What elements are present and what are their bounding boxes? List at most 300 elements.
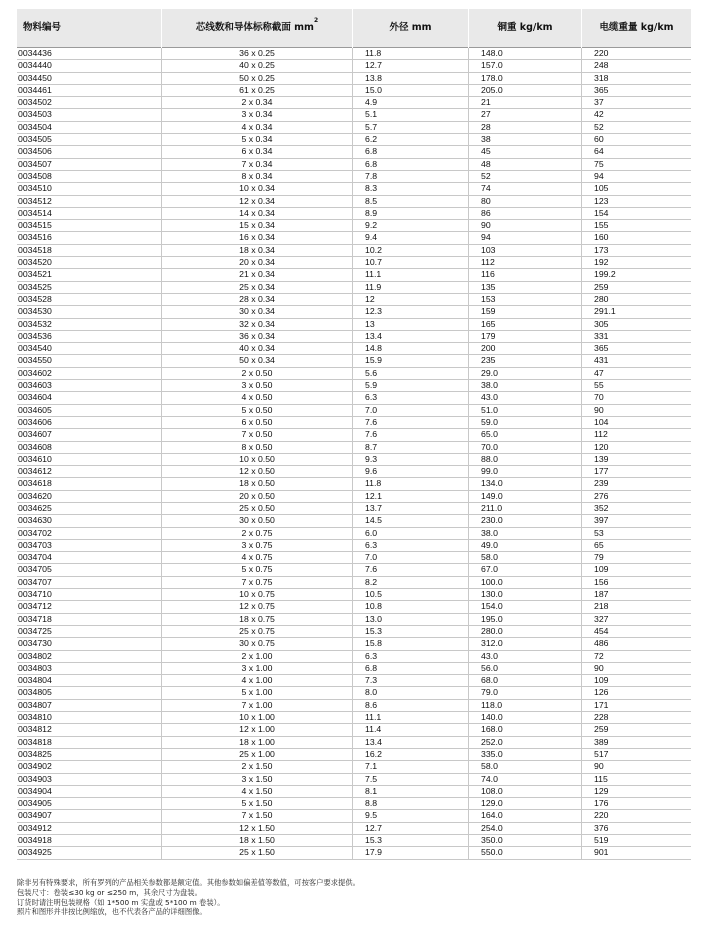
cell-copper-weight: 195.0 xyxy=(469,613,582,625)
cell-outer-diameter: 11.1 xyxy=(353,269,469,281)
table-row xyxy=(17,244,691,256)
table-row xyxy=(17,404,691,416)
table-row xyxy=(17,601,691,613)
cell-material-code: 0034612 xyxy=(17,466,162,478)
cell-material-code: 0034605 xyxy=(17,404,162,416)
cell-cable-weight: 109 xyxy=(582,564,692,576)
cell-copper-weight: 68.0 xyxy=(469,675,582,687)
cell-core-spec: 50 x 0.25 xyxy=(162,72,353,84)
cell-core-spec: 14 x 0.34 xyxy=(162,207,353,219)
cell-cable-weight: 486 xyxy=(582,638,692,650)
cell-core-spec: 18 x 1.00 xyxy=(162,736,353,748)
header-copper-weight: 铜重 kg/km xyxy=(469,9,582,48)
cell-outer-diameter: 15.9 xyxy=(353,355,469,367)
cell-cable-weight: 517 xyxy=(582,748,692,760)
cell-core-spec: 4 x 1.00 xyxy=(162,675,353,687)
table-row xyxy=(17,269,691,281)
cell-core-spec: 25 x 1.50 xyxy=(162,847,353,859)
table-row xyxy=(17,527,691,539)
cell-material-code: 0034805 xyxy=(17,687,162,699)
cell-copper-weight: 103 xyxy=(469,244,582,256)
cell-copper-weight: 94 xyxy=(469,232,582,244)
cell-core-spec: 61 x 0.25 xyxy=(162,84,353,96)
cell-cable-weight: 65 xyxy=(582,539,692,551)
table-row xyxy=(17,589,691,601)
cell-cable-weight: 318 xyxy=(582,72,692,84)
cell-core-spec: 5 x 1.00 xyxy=(162,687,353,699)
cell-cable-weight: 47 xyxy=(582,367,692,379)
cell-outer-diameter: 5.1 xyxy=(353,109,469,121)
cell-cable-weight: 90 xyxy=(582,662,692,674)
cell-copper-weight: 550.0 xyxy=(469,847,582,859)
cell-copper-weight: 157.0 xyxy=(469,60,582,72)
cell-outer-diameter: 8.2 xyxy=(353,576,469,588)
cell-outer-diameter: 9.6 xyxy=(353,466,469,478)
cell-outer-diameter: 8.8 xyxy=(353,798,469,810)
cell-outer-diameter: 6.3 xyxy=(353,392,469,404)
cell-cable-weight: 280 xyxy=(582,293,692,305)
table-row xyxy=(17,60,691,72)
cell-material-code: 0034718 xyxy=(17,613,162,625)
cell-copper-weight: 254.0 xyxy=(469,822,582,834)
cell-material-code: 0034702 xyxy=(17,527,162,539)
table-row xyxy=(17,170,691,182)
cell-core-spec: 18 x 0.50 xyxy=(162,478,353,490)
cell-material-code: 0034461 xyxy=(17,84,162,96)
cell-core-spec: 16 x 0.34 xyxy=(162,232,353,244)
cell-material-code: 0034603 xyxy=(17,380,162,392)
header-material-code: 物料编号 xyxy=(17,9,162,48)
cell-material-code: 0034450 xyxy=(17,72,162,84)
table-row xyxy=(17,687,691,699)
cell-copper-weight: 159 xyxy=(469,306,582,318)
cell-material-code: 0034710 xyxy=(17,589,162,601)
cell-outer-diameter: 8.0 xyxy=(353,687,469,699)
table-row xyxy=(17,650,691,662)
cell-outer-diameter: 15.3 xyxy=(353,625,469,637)
cell-cable-weight: 104 xyxy=(582,416,692,428)
cell-material-code: 0034602 xyxy=(17,367,162,379)
cell-cable-weight: 53 xyxy=(582,527,692,539)
cell-outer-diameter: 7.0 xyxy=(353,552,469,564)
cell-outer-diameter: 7.6 xyxy=(353,564,469,576)
cell-cable-weight: 218 xyxy=(582,601,692,613)
cell-copper-weight: 99.0 xyxy=(469,466,582,478)
cell-copper-weight: 154.0 xyxy=(469,601,582,613)
cell-cable-weight: 155 xyxy=(582,220,692,232)
cell-material-code: 0034620 xyxy=(17,490,162,502)
cell-outer-diameter: 5.9 xyxy=(353,380,469,392)
cell-outer-diameter: 12.7 xyxy=(353,822,469,834)
table-row xyxy=(17,490,691,502)
cell-material-code: 0034810 xyxy=(17,712,162,724)
cell-outer-diameter: 12.1 xyxy=(353,490,469,502)
cell-core-spec: 25 x 0.75 xyxy=(162,625,353,637)
cell-material-code: 0034825 xyxy=(17,748,162,760)
cell-material-code: 0034907 xyxy=(17,810,162,822)
footnotes xyxy=(17,878,681,917)
cell-cable-weight: 519 xyxy=(582,835,692,847)
cell-core-spec: 20 x 0.34 xyxy=(162,257,353,269)
footnote-image-disclaimer: 照片和图形并非按比例缩放，也不代表各产品的详细图像。 xyxy=(17,907,207,917)
cell-copper-weight: 38 xyxy=(469,134,582,146)
cell-core-spec: 18 x 0.34 xyxy=(162,244,353,256)
cell-material-code: 0034925 xyxy=(17,847,162,859)
cell-cable-weight: 239 xyxy=(582,478,692,490)
cell-cable-weight: 173 xyxy=(582,244,692,256)
cell-copper-weight: 79.0 xyxy=(469,687,582,699)
cell-core-spec: 20 x 0.50 xyxy=(162,490,353,502)
cell-copper-weight: 70.0 xyxy=(469,441,582,453)
cell-material-code: 0034707 xyxy=(17,576,162,588)
cell-outer-diameter: 8.3 xyxy=(353,183,469,195)
cell-material-code: 0034818 xyxy=(17,736,162,748)
cell-core-spec: 3 x 0.75 xyxy=(162,539,353,551)
cell-cable-weight: 171 xyxy=(582,699,692,711)
cell-cable-weight: 248 xyxy=(582,60,692,72)
table-row xyxy=(17,748,691,760)
cell-copper-weight: 350.0 xyxy=(469,835,582,847)
table-row xyxy=(17,158,691,170)
cell-material-code: 0034905 xyxy=(17,798,162,810)
cell-core-spec: 12 x 0.50 xyxy=(162,466,353,478)
cell-material-code: 0034803 xyxy=(17,662,162,674)
cell-outer-diameter: 6.8 xyxy=(353,146,469,158)
cell-material-code: 0034521 xyxy=(17,269,162,281)
cell-cable-weight: 123 xyxy=(582,195,692,207)
cell-outer-diameter: 15.8 xyxy=(353,638,469,650)
cell-material-code: 0034625 xyxy=(17,502,162,514)
cell-outer-diameter: 6.8 xyxy=(353,662,469,674)
table-row xyxy=(17,638,691,650)
cell-cable-weight: 454 xyxy=(582,625,692,637)
cell-copper-weight: 51.0 xyxy=(469,404,582,416)
cell-core-spec: 30 x 0.50 xyxy=(162,515,353,527)
cell-core-spec: 5 x 0.50 xyxy=(162,404,353,416)
cell-cable-weight: 901 xyxy=(582,847,692,859)
table-row xyxy=(17,367,691,379)
table-row xyxy=(17,675,691,687)
cell-cable-weight: 259 xyxy=(582,281,692,293)
cell-outer-diameter: 13.0 xyxy=(353,613,469,625)
cell-cable-weight: 94 xyxy=(582,170,692,182)
cell-material-code: 0034516 xyxy=(17,232,162,244)
cell-copper-weight: 235 xyxy=(469,355,582,367)
table-row xyxy=(17,453,691,465)
header-core-cross-section: 芯线数和导体标称截面 $mm^2$ xyxy=(162,9,353,48)
cell-cable-weight: 397 xyxy=(582,515,692,527)
cell-core-spec: 10 x 0.75 xyxy=(162,589,353,601)
cell-material-code: 0034440 xyxy=(17,60,162,72)
cell-copper-weight: 280.0 xyxy=(469,625,582,637)
cell-outer-diameter: 7.6 xyxy=(353,416,469,428)
cell-core-spec: 8 x 0.34 xyxy=(162,170,353,182)
footnote-ordering: 订货时请注明包装规格（如 1*500 m 实盘或 5*100 m 卷装）。 xyxy=(17,897,225,907)
table-row xyxy=(17,220,691,232)
cell-material-code: 0034540 xyxy=(17,343,162,355)
cell-core-spec: 3 x 0.34 xyxy=(162,109,353,121)
cell-material-code: 0034514 xyxy=(17,207,162,219)
cell-core-spec: 36 x 0.34 xyxy=(162,330,353,342)
cell-core-spec: 7 x 0.50 xyxy=(162,429,353,441)
cell-material-code: 0034520 xyxy=(17,257,162,269)
cell-copper-weight: 29.0 xyxy=(469,367,582,379)
cell-copper-weight: 88.0 xyxy=(469,453,582,465)
cell-core-spec: 2 x 0.50 xyxy=(162,367,353,379)
cell-material-code: 0034536 xyxy=(17,330,162,342)
cell-cable-weight: 79 xyxy=(582,552,692,564)
cell-cable-weight: 120 xyxy=(582,441,692,453)
table-row xyxy=(17,134,691,146)
cell-core-spec: 18 x 1.50 xyxy=(162,835,353,847)
cell-outer-diameter: 12 xyxy=(353,293,469,305)
cell-core-spec: 2 x 0.34 xyxy=(162,97,353,109)
cell-material-code: 0034904 xyxy=(17,785,162,797)
cell-copper-weight: 179 xyxy=(469,330,582,342)
cell-cable-weight: 365 xyxy=(582,84,692,96)
cell-material-code: 0034618 xyxy=(17,478,162,490)
cell-cable-weight: 90 xyxy=(582,761,692,773)
cell-cable-weight: 52 xyxy=(582,121,692,133)
cell-copper-weight: 129.0 xyxy=(469,798,582,810)
cell-cable-weight: 90 xyxy=(582,404,692,416)
cell-copper-weight: 27 xyxy=(469,109,582,121)
cell-copper-weight: 178.0 xyxy=(469,72,582,84)
cell-outer-diameter: 7.3 xyxy=(353,675,469,687)
cell-material-code: 0034804 xyxy=(17,675,162,687)
table-row xyxy=(17,466,691,478)
cell-material-code: 0034903 xyxy=(17,773,162,785)
cell-cable-weight: 70 xyxy=(582,392,692,404)
cell-outer-diameter: 10.8 xyxy=(353,601,469,613)
cell-cable-weight: 115 xyxy=(582,773,692,785)
cell-material-code: 0034525 xyxy=(17,281,162,293)
cell-copper-weight: 80 xyxy=(469,195,582,207)
cell-copper-weight: 38.0 xyxy=(469,380,582,392)
cell-outer-diameter: 13.4 xyxy=(353,736,469,748)
table-header-row xyxy=(17,9,691,48)
cell-material-code: 0034630 xyxy=(17,515,162,527)
table-row xyxy=(17,343,691,355)
cell-outer-diameter: 4.9 xyxy=(353,97,469,109)
cell-material-code: 0034807 xyxy=(17,699,162,711)
cell-core-spec: 50 x 0.34 xyxy=(162,355,353,367)
cell-copper-weight: 56.0 xyxy=(469,662,582,674)
cell-material-code: 0034502 xyxy=(17,97,162,109)
cell-copper-weight: 59.0 xyxy=(469,416,582,428)
cell-cable-weight: 259 xyxy=(582,724,692,736)
table-row xyxy=(17,257,691,269)
cell-material-code: 0034508 xyxy=(17,170,162,182)
cell-outer-diameter: 14.5 xyxy=(353,515,469,527)
cell-core-spec: 2 x 1.00 xyxy=(162,650,353,662)
cell-outer-diameter: 11.8 xyxy=(353,478,469,490)
cell-cable-weight: 55 xyxy=(582,380,692,392)
cell-core-spec: 36 x 0.25 xyxy=(162,48,353,60)
cell-outer-diameter: 6.0 xyxy=(353,527,469,539)
cell-copper-weight: 165 xyxy=(469,318,582,330)
cell-material-code: 0034507 xyxy=(17,158,162,170)
cell-copper-weight: 252.0 xyxy=(469,736,582,748)
cell-outer-diameter: 9.2 xyxy=(353,220,469,232)
cell-outer-diameter: 8.9 xyxy=(353,207,469,219)
cable-spec-table xyxy=(17,9,691,860)
cell-copper-weight: 312.0 xyxy=(469,638,582,650)
cell-cable-weight: 139 xyxy=(582,453,692,465)
cell-copper-weight: 58.0 xyxy=(469,552,582,564)
cell-cable-weight: 365 xyxy=(582,343,692,355)
cell-outer-diameter: 6.3 xyxy=(353,539,469,551)
cell-copper-weight: 48 xyxy=(469,158,582,170)
cell-core-spec: 10 x 0.50 xyxy=(162,453,353,465)
cell-copper-weight: 116 xyxy=(469,269,582,281)
cell-copper-weight: 74.0 xyxy=(469,773,582,785)
table-row xyxy=(17,380,691,392)
cell-outer-diameter: 10.5 xyxy=(353,589,469,601)
cell-copper-weight: 230.0 xyxy=(469,515,582,527)
table-row xyxy=(17,613,691,625)
cell-material-code: 0034918 xyxy=(17,835,162,847)
cell-core-spec: 5 x 1.50 xyxy=(162,798,353,810)
cell-cable-weight: 42 xyxy=(582,109,692,121)
table-row xyxy=(17,195,691,207)
table-row xyxy=(17,121,691,133)
cell-outer-diameter: 6.2 xyxy=(353,134,469,146)
cell-core-spec: 5 x 0.75 xyxy=(162,564,353,576)
cell-outer-diameter: 15.0 xyxy=(353,84,469,96)
cell-outer-diameter: 8.6 xyxy=(353,699,469,711)
cell-core-spec: 30 x 0.34 xyxy=(162,306,353,318)
cell-cable-weight: 129 xyxy=(582,785,692,797)
cell-outer-diameter: 13 xyxy=(353,318,469,330)
cell-cable-weight: 220 xyxy=(582,48,692,60)
cell-copper-weight: 153 xyxy=(469,293,582,305)
cell-cable-weight: 220 xyxy=(582,810,692,822)
cell-copper-weight: 135 xyxy=(469,281,582,293)
cell-material-code: 0034902 xyxy=(17,761,162,773)
cell-material-code: 0034530 xyxy=(17,306,162,318)
cell-core-spec: 2 x 0.75 xyxy=(162,527,353,539)
table-row xyxy=(17,798,691,810)
table-row xyxy=(17,773,691,785)
cell-material-code: 0034518 xyxy=(17,244,162,256)
cell-core-spec: 6 x 0.34 xyxy=(162,146,353,158)
cell-outer-diameter: 7.8 xyxy=(353,170,469,182)
cell-core-spec: 3 x 1.00 xyxy=(162,662,353,674)
cell-material-code: 0034528 xyxy=(17,293,162,305)
table-row xyxy=(17,355,691,367)
cell-outer-diameter: 16.2 xyxy=(353,748,469,760)
cell-outer-diameter: 9.3 xyxy=(353,453,469,465)
cell-outer-diameter: 10.7 xyxy=(353,257,469,269)
cell-core-spec: 40 x 0.25 xyxy=(162,60,353,72)
cell-core-spec: 10 x 0.34 xyxy=(162,183,353,195)
cell-material-code: 0034703 xyxy=(17,539,162,551)
cell-copper-weight: 90 xyxy=(469,220,582,232)
cell-copper-weight: 148.0 xyxy=(469,48,582,60)
cell-outer-diameter: 8.5 xyxy=(353,195,469,207)
cell-material-code: 0034705 xyxy=(17,564,162,576)
cell-cable-weight: 199.2 xyxy=(582,269,692,281)
cell-cable-weight: 112 xyxy=(582,429,692,441)
table-row xyxy=(17,232,691,244)
cell-cable-weight: 64 xyxy=(582,146,692,158)
cell-core-spec: 2 x 1.50 xyxy=(162,761,353,773)
table-row xyxy=(17,761,691,773)
cell-copper-weight: 86 xyxy=(469,207,582,219)
cell-material-code: 0034515 xyxy=(17,220,162,232)
cell-cable-weight: 37 xyxy=(582,97,692,109)
cell-outer-diameter: 7.5 xyxy=(353,773,469,785)
cell-material-code: 0034712 xyxy=(17,601,162,613)
cell-cable-weight: 177 xyxy=(582,466,692,478)
cell-core-spec: 40 x 0.34 xyxy=(162,343,353,355)
cell-cable-weight: 376 xyxy=(582,822,692,834)
cell-material-code: 0034606 xyxy=(17,416,162,428)
cell-copper-weight: 67.0 xyxy=(469,564,582,576)
cell-material-code: 0034610 xyxy=(17,453,162,465)
cell-copper-weight: 108.0 xyxy=(469,785,582,797)
cell-core-spec: 4 x 0.34 xyxy=(162,121,353,133)
table-row xyxy=(17,552,691,564)
cell-material-code: 0034607 xyxy=(17,429,162,441)
cell-cable-weight: 60 xyxy=(582,134,692,146)
cell-copper-weight: 58.0 xyxy=(469,761,582,773)
table-row xyxy=(17,72,691,84)
cell-material-code: 0034608 xyxy=(17,441,162,453)
cell-cable-weight: 327 xyxy=(582,613,692,625)
cell-outer-diameter: 9.5 xyxy=(353,810,469,822)
cell-core-spec: 15 x 0.34 xyxy=(162,220,353,232)
cell-cable-weight: 228 xyxy=(582,712,692,724)
table-row xyxy=(17,330,691,342)
table-row xyxy=(17,109,691,121)
cell-material-code: 0034725 xyxy=(17,625,162,637)
cell-copper-weight: 205.0 xyxy=(469,84,582,96)
cell-core-spec: 5 x 0.34 xyxy=(162,134,353,146)
table-row xyxy=(17,392,691,404)
cell-core-spec: 28 x 0.34 xyxy=(162,293,353,305)
cell-material-code: 0034510 xyxy=(17,183,162,195)
cell-material-code: 0034436 xyxy=(17,48,162,60)
cell-core-spec: 25 x 0.50 xyxy=(162,502,353,514)
cell-outer-diameter: 8.7 xyxy=(353,441,469,453)
cell-copper-weight: 21 xyxy=(469,97,582,109)
table-row xyxy=(17,441,691,453)
superscript-two: 2 xyxy=(313,17,319,24)
cell-core-spec: 25 x 1.00 xyxy=(162,748,353,760)
cell-core-spec: 4 x 0.75 xyxy=(162,552,353,564)
cell-copper-weight: 211.0 xyxy=(469,502,582,514)
cell-copper-weight: 112 xyxy=(469,257,582,269)
cell-material-code: 0034506 xyxy=(17,146,162,158)
cell-copper-weight: 28 xyxy=(469,121,582,133)
cable-spec-sheet xyxy=(17,9,681,860)
cell-core-spec: 7 x 1.00 xyxy=(162,699,353,711)
cell-core-spec: 32 x 0.34 xyxy=(162,318,353,330)
cell-core-spec: 7 x 1.50 xyxy=(162,810,353,822)
table-body xyxy=(17,48,691,860)
cell-outer-diameter: 7.6 xyxy=(353,429,469,441)
cell-material-code: 0034504 xyxy=(17,121,162,133)
cell-outer-diameter: 8.1 xyxy=(353,785,469,797)
table-row xyxy=(17,564,691,576)
table-row xyxy=(17,502,691,514)
cell-cable-weight: 389 xyxy=(582,736,692,748)
cell-cable-weight: 156 xyxy=(582,576,692,588)
table-row xyxy=(17,429,691,441)
cell-core-spec: 30 x 0.75 xyxy=(162,638,353,650)
